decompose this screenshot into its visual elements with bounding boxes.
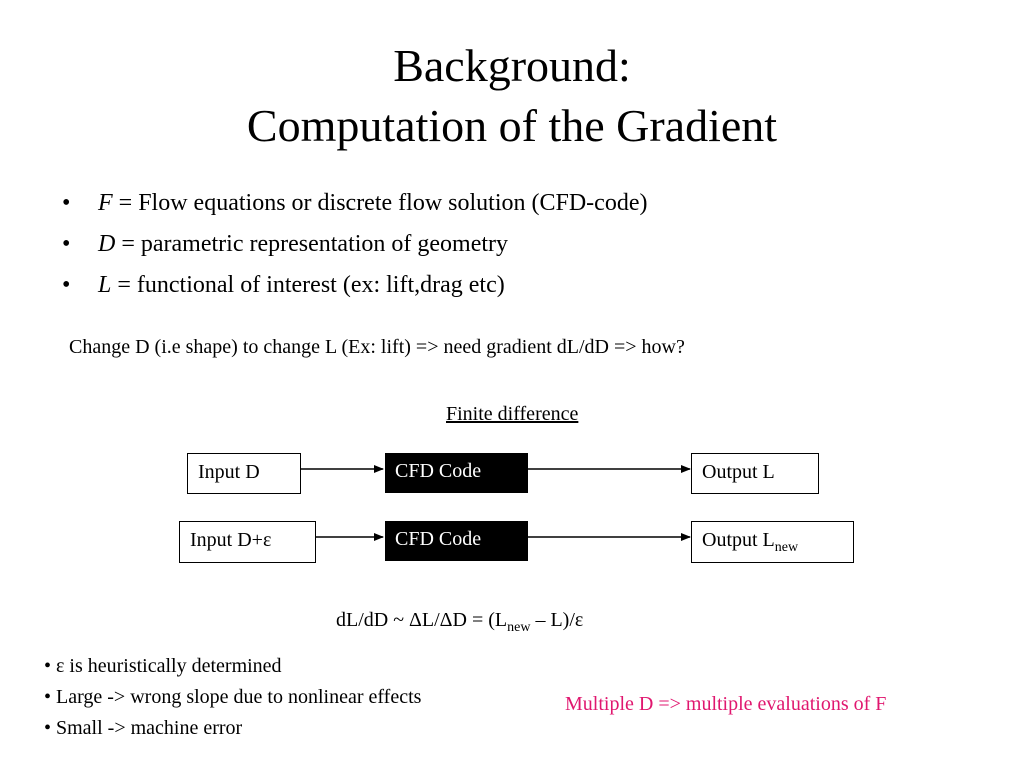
definition-text-d: = parametric representation of geometry [115,231,509,257]
symbol-l: L [98,272,112,298]
cfd-code-box-row1 [385,453,528,493]
cfd-code-label-row2: CFD Code [395,528,482,550]
bullet-marker: • [62,190,71,216]
output-l-new-box [691,521,854,563]
output-l-new-subscript: new [774,540,799,555]
output-l-label: Output L [702,461,775,483]
output-l-box [691,453,819,494]
definition-text-f: = Flow equations or discrete flow solution (CFD-code) [112,190,648,216]
symbol-f: F [98,190,113,216]
input-d-label: Input D [198,461,260,483]
note-item: • ε is heuristically determined [44,655,282,677]
bullet-marker: • [62,272,71,298]
symbol-d: D [98,231,116,257]
note-item: • Large -> wrong slope due to nonlinear effects [44,686,422,708]
definition-text-l: = functional of interest (ex: lift,drag etc) [111,272,505,298]
formula-suffix: – L)/ε [530,609,584,631]
notes-list [44,652,421,745]
change-statement: Change D (i.e shape) to change L (Ex: lift) => need gradient dL/dD => how? [69,336,685,358]
title-line-1: Background: [393,40,631,91]
output-l-new-label: Output L [702,529,775,551]
input-d-epsilon-label: Input D+ε [190,529,272,551]
input-d-epsilon-box [179,521,316,563]
multiple-evaluations-note: Multiple D => multiple evaluations of F [565,693,887,715]
bullet-marker: • [62,231,71,257]
gradient-formula [336,606,583,634]
finite-difference-heading: Finite difference [446,403,579,425]
note-item: • Small -> machine error [44,717,243,739]
title-line-2: Computation of the Gradient [246,100,778,151]
cfd-code-box-row2 [385,521,528,561]
formula-prefix: dL/dD ~ ΔL/ΔD = (L [336,609,508,631]
input-d-box [187,453,301,494]
cfd-code-label-row1: CFD Code [395,460,482,482]
formula-subscript: new [507,620,531,635]
